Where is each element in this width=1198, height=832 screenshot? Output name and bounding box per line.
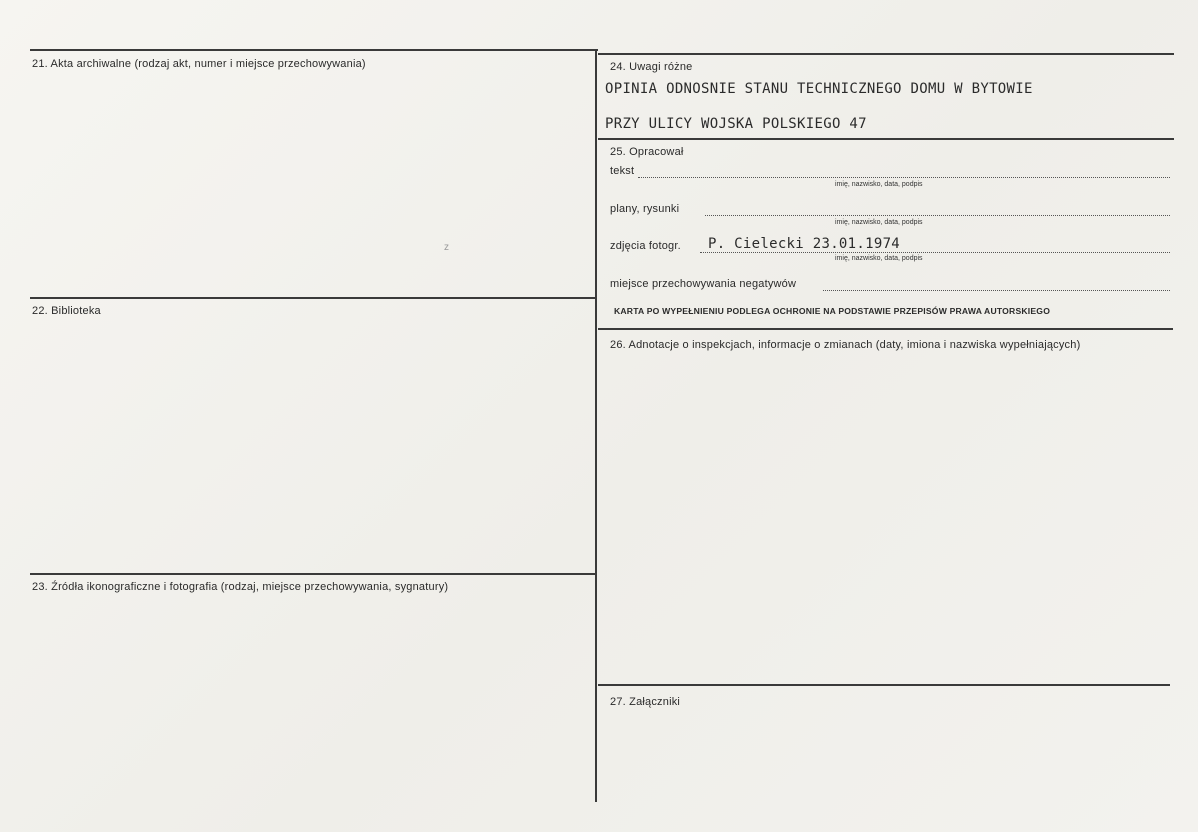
separator-27 [598, 684, 1170, 686]
section-26-label: 26. Adnotacje o inspekcjach, informacje o zmianach (daty, imiona i nazwiska wypełniających) [610, 339, 1081, 351]
remarks-line-2: PRZY ULICY WOJSKA POLSKIEGO 47 [605, 116, 867, 132]
negatywy-line [823, 290, 1170, 291]
negatywy-label: miejsce przechowywania negatywów [610, 278, 797, 290]
section-21-label: 21. Akta archiwalne (rodzaj akt, numer i miejsce przechowywania) [32, 58, 366, 70]
zdjecia-label: zdjęcia fotogr. [610, 240, 681, 252]
tekst-label: tekst [610, 165, 635, 177]
separator-22 [30, 297, 596, 299]
separator-25 [598, 138, 1174, 140]
section-24-label: 24. Uwagi różne [610, 61, 693, 73]
zdjecia-value: P. Cielecki 23.01.1974 [708, 236, 901, 252]
section-22-label: 22. Biblioteka [32, 305, 101, 317]
separator-26 [598, 328, 1173, 330]
tekst-hint: imię, nazwisko, data, podpis [835, 181, 923, 188]
stray-mark: z [444, 242, 449, 253]
section-25-label: 25. Opracował [610, 146, 684, 158]
section-27-label: 27. Załączniki [610, 696, 681, 708]
remarks-line-1: OPINIA ODNOSNIE STANU TECHNICZNEGO DOMU W BYTOWIE [605, 81, 1033, 97]
plany-hint: imię, nazwisko, data, podpis [835, 219, 923, 226]
plany-line [705, 215, 1170, 216]
section-23-label: 23. Źródła ikonograficzne i fotografia (rodzaj, miejsce przechowywania, sygnatury) [32, 581, 449, 593]
top-border-right [598, 53, 1174, 55]
copyright-notice: KARTA PO WYPEŁNIENIU PODLEGA OCHRONIE NA PODSTAWIE PRZEPISÓW PRAWA AUTORSKIEGO [614, 306, 1051, 316]
column-divider [595, 50, 597, 802]
top-border-left [30, 49, 598, 51]
zdjecia-line [700, 252, 1170, 253]
tekst-line [638, 177, 1170, 178]
separator-23 [30, 573, 596, 575]
plany-label: plany, rysunki [610, 203, 680, 215]
zdjecia-hint: imię, nazwisko, data, podpis [835, 255, 923, 262]
